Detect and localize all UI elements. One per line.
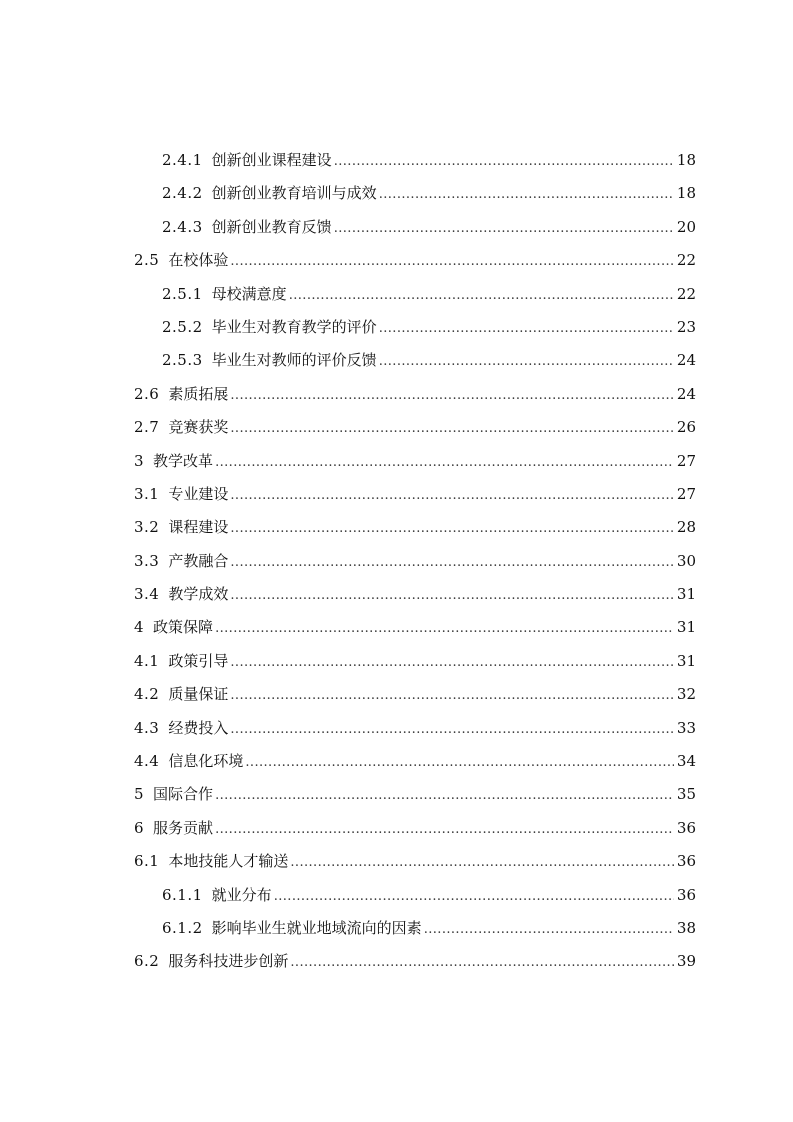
- toc-entry[interactable]: [0, 912, 793, 945]
- toc-entry[interactable]: [0, 378, 793, 411]
- toc-entry-title: 创新创业课程建设: [211, 151, 332, 169]
- toc-entry[interactable]: [0, 511, 793, 544]
- toc-entry[interactable]: [0, 445, 793, 478]
- toc-entry-page-number: 34: [676, 752, 696, 771]
- toc-entry-title: 毕业生对教师的评价反馈: [211, 351, 377, 370]
- toc-entry-number: 4.1: [134, 651, 160, 670]
- toc-entry-title: 就业分布: [211, 885, 272, 904]
- toc-entry-page-number: 20: [676, 217, 696, 236]
- toc-entry-number: 4: [134, 618, 145, 637]
- toc-entry[interactable]: [0, 278, 793, 311]
- toc-entry[interactable]: [0, 712, 793, 745]
- toc-entry-title: 影响毕业生就业地域流向的因素: [211, 918, 422, 937]
- toc-dot-leader: [230, 245, 674, 278]
- toc-entry-number: 2.5.1: [162, 284, 203, 303]
- toc-dot-leader: [379, 178, 674, 211]
- toc-dot-leader: [230, 379, 674, 412]
- toc-entry-page-number: 24: [676, 384, 696, 403]
- toc-dot-leader: [215, 612, 674, 645]
- toc-dot-leader: [230, 512, 674, 545]
- toc-entry[interactable]: [0, 177, 793, 210]
- toc-entry[interactable]: [0, 778, 793, 811]
- toc-entry-title: 经费投入: [168, 718, 229, 737]
- toc-entry[interactable]: [0, 611, 793, 644]
- toc-entry-title: 专业建设: [168, 484, 229, 503]
- toc-entry-page-number: 22: [676, 251, 696, 270]
- toc-dot-leader: [230, 412, 674, 445]
- toc-entry-page-number: 32: [676, 685, 696, 704]
- toc-entry-title: 信息化环境: [168, 752, 244, 771]
- toc-entry-title: 素质拓展: [168, 384, 229, 403]
- toc-entry-title: 质量保证: [168, 685, 229, 704]
- toc-entry-page-number: 30: [676, 551, 696, 570]
- toc-entry-number: 2.5: [134, 251, 160, 270]
- toc-entry-number: 3: [134, 451, 145, 470]
- toc-dot-leader: [290, 946, 674, 979]
- toc-dot-leader: [379, 345, 674, 378]
- toc-entry[interactable]: [0, 478, 793, 511]
- toc-dot-leader: [290, 846, 674, 879]
- toc-entry-title: 教学成效: [168, 585, 229, 604]
- toc-entry-page-number: 27: [676, 451, 696, 470]
- toc-entry-page-number: 22: [676, 284, 696, 303]
- toc-entry[interactable]: [0, 244, 793, 277]
- toc-entry[interactable]: [0, 879, 793, 912]
- toc-entry-number: 3.4: [134, 585, 160, 604]
- table-of-contents: [0, 144, 793, 979]
- toc-entry[interactable]: [0, 211, 793, 244]
- toc-entry-number: 2.5.3: [162, 351, 203, 370]
- toc-dot-leader: [215, 813, 674, 846]
- toc-entry-number: 3.2: [134, 518, 160, 537]
- toc-entry-number: 6.1: [134, 852, 160, 871]
- toc-dot-leader: [289, 279, 674, 312]
- toc-dot-leader: [424, 913, 674, 946]
- toc-dot-leader: [230, 579, 674, 612]
- toc-entry-number: 3.1: [134, 484, 160, 503]
- toc-entry-page-number: 31: [676, 618, 696, 637]
- toc-entry-page-number: 27: [676, 484, 696, 503]
- toc-entry-title: 本地技能人才输送: [168, 852, 289, 871]
- toc-entry-number: 5: [134, 785, 145, 804]
- toc-entry[interactable]: [0, 344, 793, 377]
- toc-entry-page-number: 31: [676, 585, 696, 604]
- toc-entry-number: 6: [134, 818, 145, 837]
- toc-dot-leader: [379, 312, 674, 345]
- toc-entry-page-number: 36: [676, 885, 696, 904]
- toc-entry-title: 创新创业教育培训与成效: [211, 184, 377, 203]
- toc-entry-title: 政策引导: [168, 651, 229, 670]
- toc-entry-page-number: 35: [676, 785, 696, 804]
- toc-entry-title: 产教融合: [168, 551, 229, 570]
- toc-entry-number: 2.6: [134, 384, 160, 403]
- toc-entry-title: 政策保障: [153, 618, 214, 637]
- toc-entry[interactable]: [0, 311, 793, 344]
- toc-dot-leader: [230, 546, 674, 579]
- toc-entry-page-number: 38: [676, 918, 696, 937]
- toc-entry-title: 毕业生对教育教学的评价: [211, 317, 377, 336]
- toc-entry[interactable]: [0, 745, 793, 778]
- toc-entry-number: 2.5.2: [162, 317, 203, 336]
- toc-entry-number: 6.1.1: [162, 885, 203, 904]
- toc-entry[interactable]: [0, 545, 793, 578]
- toc-dot-leader: [334, 212, 674, 245]
- toc-dot-leader: [274, 880, 674, 913]
- toc-dot-leader: [215, 779, 674, 812]
- toc-entry-number: 2.4.1: [162, 151, 203, 169]
- toc-entry-number: 2.7: [134, 418, 160, 437]
- toc-entry[interactable]: [0, 812, 793, 845]
- toc-dot-leader: [245, 746, 674, 779]
- toc-entry[interactable]: [0, 578, 793, 611]
- toc-entry-title: 教学改革: [153, 451, 214, 470]
- toc-dot-leader: [230, 713, 674, 746]
- toc-entry-page-number: 28: [676, 518, 696, 537]
- toc-entry-page-number: 23: [676, 317, 696, 336]
- toc-entry[interactable]: [0, 144, 793, 177]
- toc-entry-number: 2.4.2: [162, 184, 203, 203]
- toc-entry-page-number: 26: [676, 418, 696, 437]
- toc-entry-number: 2.4.3: [162, 217, 203, 236]
- toc-entry-title: 服务贡献: [153, 818, 214, 837]
- toc-entry-page-number: 24: [676, 351, 696, 370]
- toc-entry[interactable]: [0, 645, 793, 678]
- toc-dot-leader: [334, 145, 674, 178]
- toc-entry-number: 4.2: [134, 685, 160, 704]
- toc-entry-number: 4.3: [134, 718, 160, 737]
- toc-dot-leader: [230, 479, 674, 512]
- toc-entry[interactable]: [0, 678, 793, 711]
- toc-dot-leader: [215, 446, 674, 479]
- toc-dot-leader: [230, 679, 674, 712]
- toc-entry-title: 国际合作: [153, 785, 214, 804]
- toc-entry[interactable]: [0, 411, 793, 444]
- toc-entry-page-number: 36: [676, 818, 696, 837]
- toc-entry[interactable]: [0, 845, 793, 878]
- toc-entry-title: 课程建设: [168, 518, 229, 537]
- toc-dot-leader: [230, 646, 674, 679]
- toc-entry[interactable]: [0, 945, 793, 978]
- toc-entry-page-number: 33: [676, 718, 696, 737]
- toc-entry-title: 竞赛获奖: [168, 418, 229, 437]
- toc-entry-title: 服务科技进步创新: [168, 952, 289, 971]
- toc-entry-number: 6.2: [134, 952, 160, 971]
- toc-entry-number: 6.1.2: [162, 918, 203, 937]
- toc-entry-page-number: 39: [676, 952, 696, 971]
- toc-entry-page-number: 31: [676, 651, 696, 670]
- toc-entry-page-number: 18: [676, 151, 696, 169]
- toc-entry-page-number: 36: [676, 852, 696, 871]
- toc-entry-title: 母校满意度: [211, 284, 287, 303]
- toc-entry-title: 创新创业教育反馈: [211, 217, 332, 236]
- toc-entry-number: 3.3: [134, 551, 160, 570]
- toc-entry-page-number: 18: [676, 184, 696, 203]
- toc-entry-number: 4.4: [134, 752, 160, 771]
- toc-entry-title: 在校体验: [168, 251, 229, 270]
